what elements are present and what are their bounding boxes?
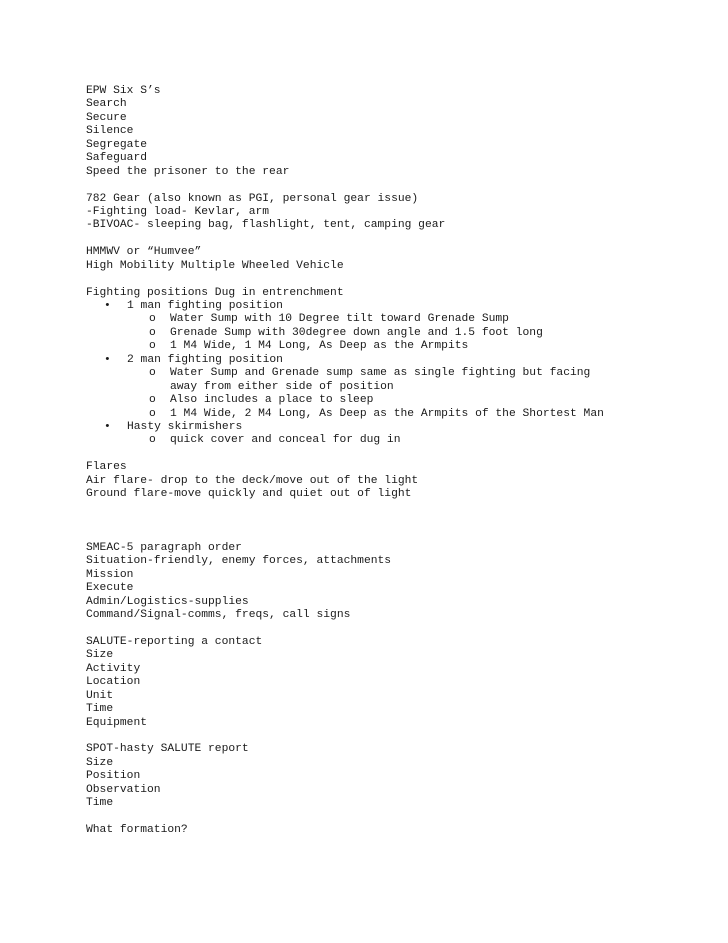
sub-item: o Water Sump with 10 Degree tilt toward Grenade Sump <box>86 313 706 326</box>
closing-question: What formation? <box>86 824 188 837</box>
epw-item: Speed the prisoner to the rear <box>86 165 290 178</box>
salute-item: Size <box>86 649 114 662</box>
epw-item: Secure <box>86 111 127 124</box>
spot-item: Observation <box>86 783 161 796</box>
salute-item: Time <box>86 703 114 716</box>
smeac-item: Situation-friendly, enemy forces, attachments <box>86 555 392 568</box>
salute-item: Unit <box>86 689 114 702</box>
smeac-item: Execute <box>86 582 134 595</box>
hmmwv-line: High Mobility Multiple Wheeled Vehicle <box>86 259 344 272</box>
smeac-item: Mission <box>86 568 134 581</box>
spacer <box>86 273 706 286</box>
spacer <box>86 233 706 246</box>
spacer <box>86 448 706 461</box>
hmmwv-heading: HMMWV or “Humvee” <box>86 246 202 259</box>
spot-item: Time <box>86 797 114 810</box>
spacer <box>86 730 706 743</box>
smeac-heading: SMEAC-5 paragraph order <box>86 541 242 554</box>
flares-line: Air flare- drop to the deck/move out of the light <box>86 474 419 487</box>
smeac-item: Command/Signal-comms, freqs, call signs <box>86 609 351 622</box>
spot-heading: SPOT-hasty SALUTE report <box>86 743 249 756</box>
salute-item: Equipment <box>86 716 148 729</box>
bullet-hasty: • Hasty skirmishers <box>86 421 706 434</box>
epw-item: Segregate <box>86 138 148 151</box>
sub-item: o Water Sump and Grenade sump same as single fighting but facing <box>86 367 706 380</box>
bullet-two-man: • 2 man fighting position <box>86 354 706 367</box>
spacer <box>86 179 706 192</box>
sub-item: o quick cover and conceal for dug in <box>86 434 706 447</box>
spacer <box>86 623 706 636</box>
sub-item: o 1 M4 Wide, 2 M4 Long, As Deep as the Armpits of the Shortest Man <box>86 408 706 421</box>
epw-heading: EPW Six S’s <box>86 85 161 97</box>
spot-item: Size <box>86 756 114 769</box>
epw-item: Silence <box>86 125 134 138</box>
sub-item-continuation: away from either side of position <box>170 380 394 393</box>
gear-line: -BIVOAC- sleeping bag, flashlight, tent, camping gear <box>86 219 446 232</box>
salute-item: Activity <box>86 662 141 675</box>
document-page <box>86 85 706 838</box>
flares-line: Ground flare-move quickly and quiet out of light <box>86 488 412 501</box>
salute-heading: SALUTE-reporting a contact <box>86 635 263 648</box>
epw-item: Search <box>86 98 127 111</box>
sub-item: o Grenade Sump with 30degree down angle and 1.5 foot long <box>86 327 706 340</box>
salute-item: Location <box>86 676 141 689</box>
flares-heading: Flares <box>86 461 127 474</box>
sub-item: o Also includes a place to sleep <box>86 394 706 407</box>
gear-heading: 782 Gear (also known as PGI, personal gear issue) <box>86 192 419 205</box>
gear-line: -Fighting load- Kevlar, arm <box>86 205 270 218</box>
smeac-item: Admin/Logistics-supplies <box>86 595 249 608</box>
spacer <box>86 502 706 542</box>
spacer <box>86 811 706 824</box>
epw-item: Safeguard <box>86 152 148 165</box>
bullet-one-man: • 1 man fighting position <box>86 300 706 313</box>
spot-item: Position <box>86 770 141 783</box>
fighting-heading: Fighting positions Dug in entrenchment <box>86 286 344 299</box>
sub-item: o 1 M4 Wide, 1 M4 Long, As Deep as the Armpits <box>86 340 706 353</box>
